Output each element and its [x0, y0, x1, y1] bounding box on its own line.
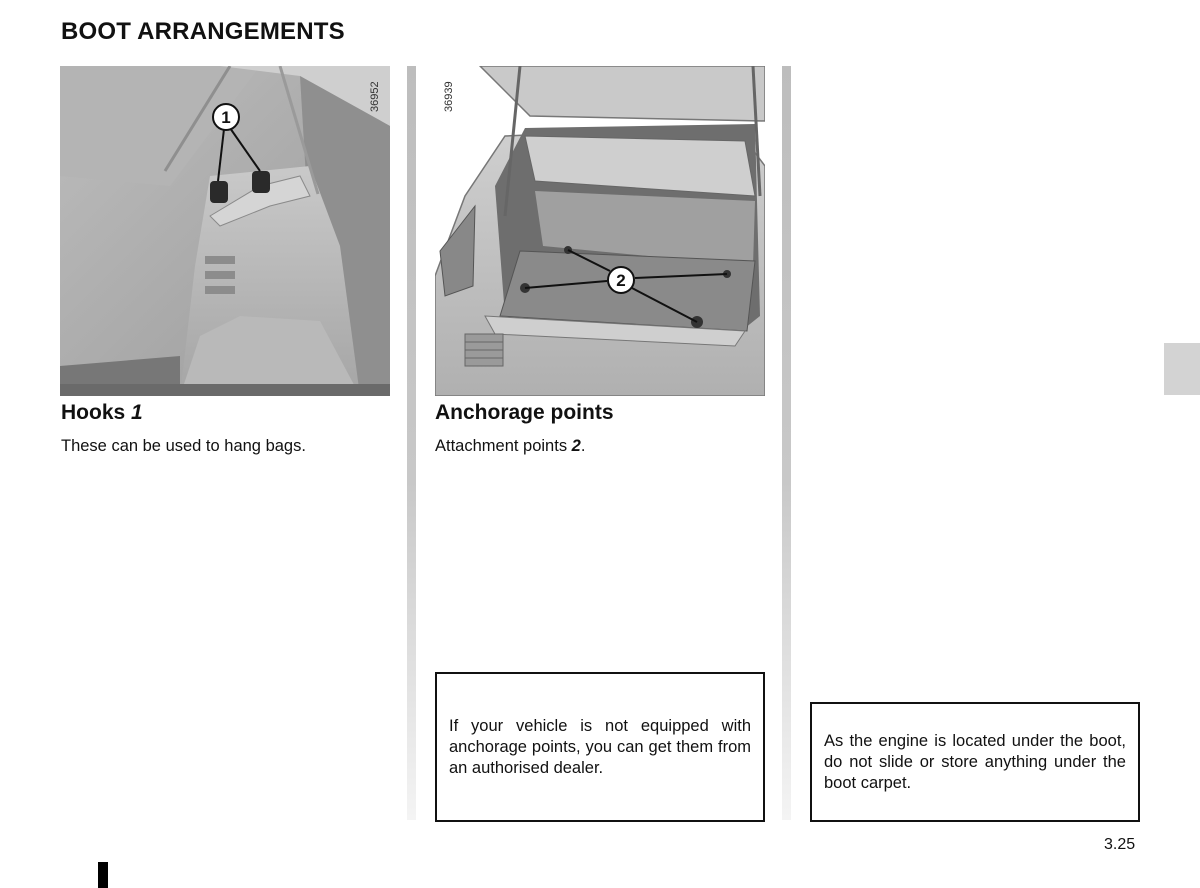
page-edge-mark — [98, 862, 108, 888]
hooks-figure-code: 36952 — [369, 81, 381, 112]
chapter-tab — [1164, 343, 1200, 395]
anchorage-note-box — [435, 672, 765, 822]
anchorage-description-text: Attachment points — [435, 437, 572, 455]
hooks-heading — [61, 401, 143, 425]
anchorage-description-end: . — [580, 437, 586, 455]
page-number: 3.25 — [1104, 836, 1136, 853]
hooks-description: These can be used to hang bags. — [61, 437, 306, 455]
engine-warning-text: As the engine is located under the boot, do not slide or store anything under the boot carpet. — [824, 731, 1126, 792]
anchorage-figure-code: 36939 — [443, 81, 455, 112]
anchorage-description — [435, 436, 585, 456]
anchorage-heading: Anchorage points — [435, 401, 614, 424]
hooks-heading-text: Hooks — [61, 401, 132, 424]
anchorage-note-text: If your vehicle is not equipped with anchorage points, you can get them from an authorised dealer. — [449, 716, 751, 777]
hooks-illustration — [60, 66, 390, 396]
anchorage-callout-label: 2 — [616, 271, 626, 290]
engine-warning-box — [810, 702, 1140, 822]
anchorage-illustration — [435, 66, 765, 396]
column-divider-right — [782, 66, 791, 820]
column-divider-left — [407, 66, 416, 820]
anchorage-description-ref: 2 — [571, 437, 581, 455]
hooks-heading-ref: 1 — [131, 401, 143, 424]
hooks-callout-label: 1 — [221, 108, 231, 127]
page-title: BOOT ARRANGEMENTS — [61, 18, 345, 45]
